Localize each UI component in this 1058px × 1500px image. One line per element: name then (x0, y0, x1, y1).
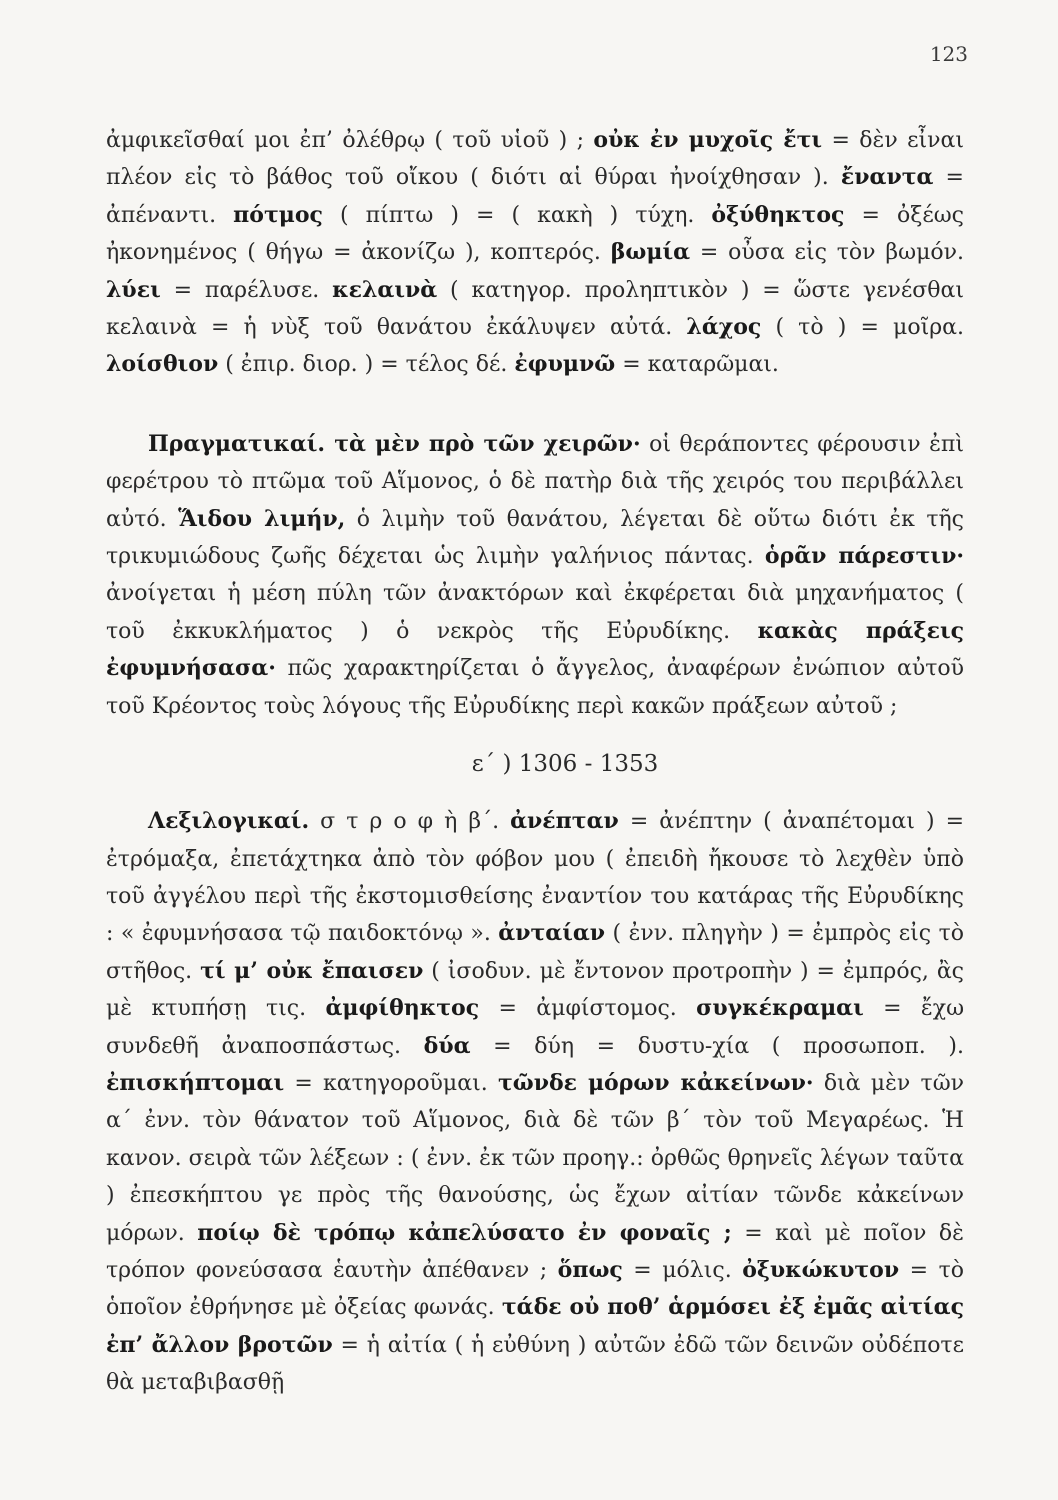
text-run: = ἀμφίστομος. (479, 996, 697, 1022)
bold-term: δύα (423, 1032, 471, 1059)
bold-term: τί μ’ οὐκ ἔπαισεν (200, 957, 424, 984)
bold-term: λοίσθιον (106, 351, 219, 378)
text-run: = ὀξέως ἠκονημένος ( θήγω = ἀκονίζω ), κοπτερός. (106, 202, 964, 266)
text-run: = ἡ αἰτία ( ἡ εὐθύνη ) αὐτῶν ἐδῶ τῶν δεινῶν οὐδέποτε θὰ μεταβιβασθῇ (106, 1332, 965, 1396)
bold-term: ἀμφίθηκτος (325, 995, 480, 1022)
bold-term: Πραγματικαί. τὰ μὲν πρὸ τῶν χειρῶν· (148, 430, 641, 457)
bold-term: συγκέκραμαι (696, 995, 864, 1022)
bold-term: ἀνέπταν (510, 808, 619, 835)
page-content (106, 122, 964, 1402)
text-run: = καταρῶμαι. (615, 352, 779, 378)
bold-term: ἔναντα (840, 164, 934, 191)
bold-term: τάδε οὐ ποθ’ ἁρμόσει ἐξ ἐμᾶς αἰτίας ἐπ’ ἄλλον βροτῶν (106, 1294, 964, 1358)
bold-term: Λεξιλογικαί. (148, 808, 310, 835)
bold-term: ὀξυκώκυτον (742, 1256, 900, 1283)
text-run: = παρέλυσε. (160, 277, 333, 303)
text-run: = δὲν εἶναι πλέον εἰς τὸ βάθος τοῦ οἴκου ( διότι αἱ θύραι ἠνοίχθησαν ). (106, 128, 964, 191)
text-run: πῶς χαρακτηρίζεται ὁ ἄγγελος, ἀναφέρων ἐνώπιον αὐτοῦ τοῦ Κρέοντος τοὺς λόγους τῆς Εὐρυδίκης περὶ κακῶν πράξεων αὐτοῦ ; (106, 656, 964, 719)
bold-term: κακὰς πράξεις ἐφυμνήσασα· (106, 617, 964, 682)
text-run: = τὸ ὁποῖον ἐθρήνησε μὲ ὀξείας φωνάς. (106, 1257, 964, 1321)
text-run: = ἀπέναντι. (106, 165, 964, 228)
text-run: ( κατηγορ. προληπτικὸν ) = ὥστε γενέσθαι κελαινὰ = ἡ νὺξ τοῦ θανάτου ἐκάλυψεν αὐτά. (106, 277, 964, 341)
lexical-notes-paragraph (106, 803, 964, 1402)
bold-term: ἐφυμνῶ (514, 351, 616, 378)
text-run: ἀμφικεῖσθαί μοι ἐπ’ ὀλέθρῳ ( τοῦ υἱοῦ ) ; (106, 128, 594, 153)
section-heading: ε΄ ) 1306 - 1353 (471, 751, 659, 778)
bold-term: βωμία (610, 239, 691, 266)
bold-term: κελαινὰ (332, 276, 438, 303)
bold-term: Ἅιδου λιμήν, (178, 505, 346, 532)
page-number: 123 (929, 42, 968, 66)
text-run: ( ἰσοδυν. μὲ ἔντονον προτροπὴν ) = ἐμπρός, ἂς μὲ κτυπήσῃ τις. (106, 958, 965, 1022)
text-run: ( ἐνν. πληγὴν ) = ἐμπρὸς εἰς τὸ στῆθος. (106, 921, 965, 984)
bold-term: ὅπως (557, 1256, 623, 1283)
bold-term: ὁρᾶν πάρεστιν· (764, 543, 964, 570)
text-run: σ τ ρ ο φ ὴ β΄. (309, 809, 511, 835)
text-run: ( τὸ ) = μοῖρα. (761, 315, 964, 341)
bold-term: οὐκ ἐν μυχοῖς ἔτι (593, 127, 823, 153)
bold-term: λάχος (686, 314, 762, 341)
practical-notes-paragraph (106, 426, 964, 725)
text-run: = μόλις. (622, 1257, 743, 1283)
bold-term: τῶνδε μόρων κἀκείνων· (497, 1069, 814, 1096)
text-run: = ἀνέπτην ( ἀναπέτομαι ) = ἐτρόμαξα, ἐπετάχτηκα ἀπὸ τὸν φόβον μου ( ἐπειδὴ ἤκουσε τὸ λεχθὲν ὑπὸ τοῦ ἀγγέλου περὶ τῆς ἐκστομισθείσης ἐναντίον του κατάρας τῆς Εὐρυδίκης : « ἐφυμνήσασα τῷ παιδοκτόνῳ ». (106, 809, 965, 947)
text-run: = δύη = δυστυ-χία ( προσωποπ. ). (470, 1033, 964, 1059)
bold-term: ἐπισκήπτομαι (106, 1069, 285, 1096)
text-run: ἀνοίγεται ἡ μέση πύλη τῶν ἀνακτόρων καὶ ἐκφέρεται διὰ μηχανήματος ( τοῦ ἐκκυκλήματος ) ὁ νεκρὸς τῆς Εὐρυδίκης. (106, 581, 964, 644)
bold-term: ὀξύθηκτος (711, 201, 845, 228)
text-run: ( πίπτω ) = ( κακὴ ) τύχη. (322, 202, 712, 228)
glossary-paragraph-1 (106, 122, 964, 384)
text-run: οἱ θεράποντες φέρουσιν ἐπὶ φερέτρου τὸ πτῶμα τοῦ Αἵμονος, ὁ δὲ πατὴρ διὰ τῆς χειρός του περιβάλλει αὐτό. (106, 431, 964, 532)
text-run: διὰ μὲν τῶν α΄ ἐνν. τὸν θάνατον τοῦ Αἵμονος, διὰ δὲ τῶν β΄ τὸν τοῦ Μεγαρέως. Ἡ κανον. σειρὰ τῶν λέξεων : ( ἐνν. ἐκ τῶν προηγ.: ὀρθῶς θρηνεῖς λέγων ταῦτα ) ἐπεσκήπτου γε πρὸς τῆς θανούσης, ὡς ἔχων αἰτίαν τῶνδε κἀκείνων μόρων. (106, 1070, 965, 1246)
bold-term: ποίῳ δὲ τρόπῳ κἀπελύσατο ἐν φοναῖς ; (197, 1219, 732, 1246)
bold-term: λύει (106, 276, 161, 303)
text-run: = ἔχω συνδεθῆ ἀναποσπάστως. (106, 996, 965, 1059)
text-run: = κατηγοροῦμαι. (284, 1070, 498, 1096)
text-run: = οὖσα εἰς τὸν βωμόν. (690, 240, 964, 266)
bold-term: ἀνταίαν (498, 920, 606, 947)
text-run: ( ἐπιρ. διορ. ) = τέλος δέ. (218, 352, 515, 378)
text-run: = καὶ μὲ ποῖον δὲ τρόπον φονεύσασα ἑαυτὴν ἀπέθανεν ; (106, 1220, 964, 1283)
text-run: ὁ λιμὴν τοῦ θανάτου, λέγεται δὲ οὕτω διότι ἐκ τῆς τρικυμιώδους ζωῆς δέχεται ὡς λιμὴν γαλήνιος πάντας. (106, 506, 964, 570)
bold-term: πότμος (233, 201, 323, 228)
